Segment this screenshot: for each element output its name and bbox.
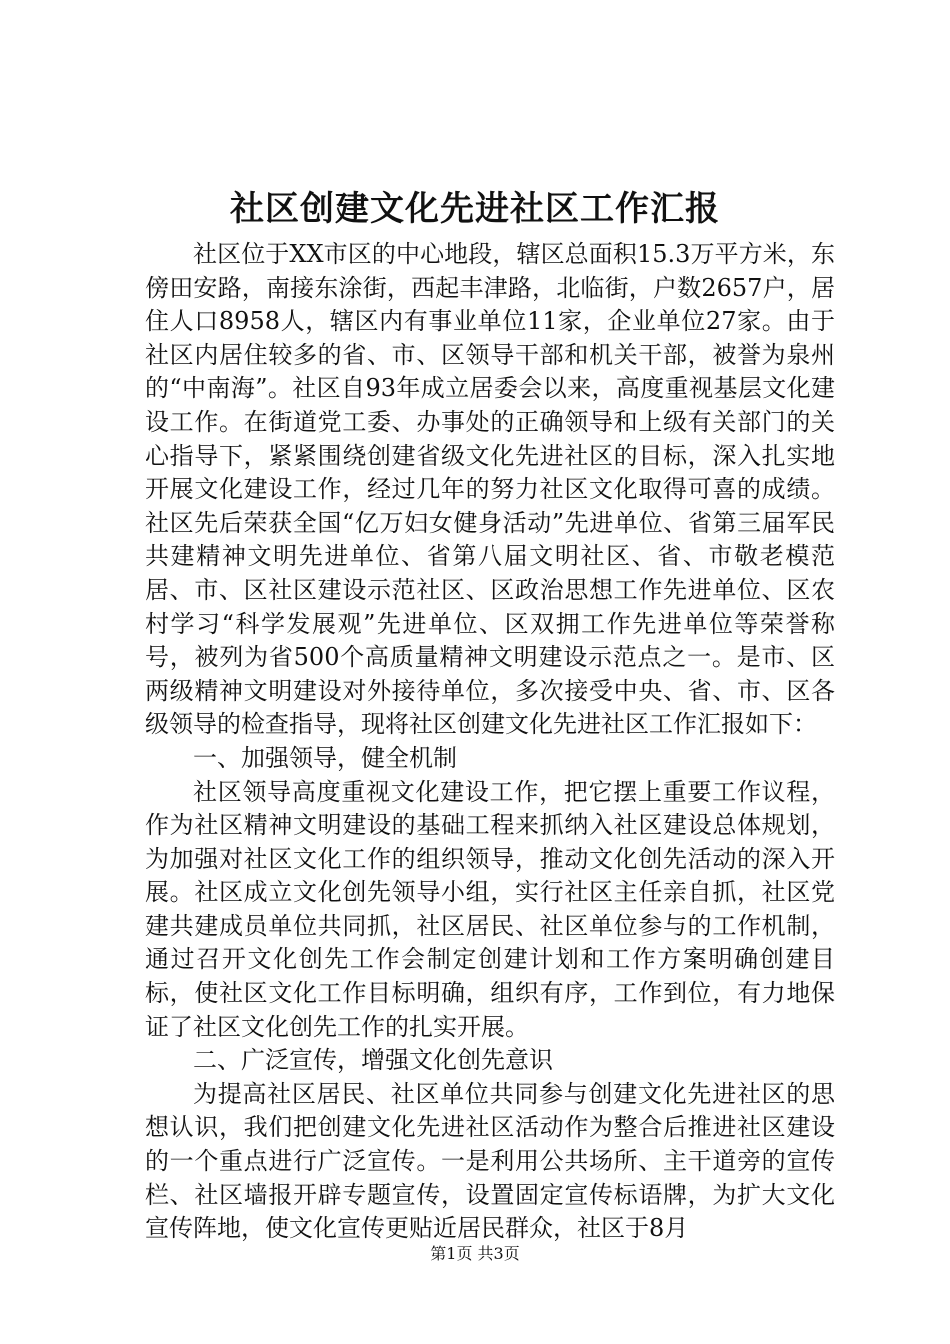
section-1-paragraph: 社区领导高度重视文化建设工作，把它摆上重要工作议程，作为社区精神文明建设的基础工程来抓纳入社区建设总体规划，为加强对社区文化工作的组织领导，推动文化创先活动的深入开展。社区成立文化创先领导小组，实行社区主任亲自抓，社区党建共建成员单位共同抓，社区居民、社区单位参与的工作机制，通过召开文化创先工作会制定创建计划和工作方案明确创建目标，使社区文化工作目标明确，组织有序，工作到位，有力地保证了社区文化创先工作的扎实开展。 xyxy=(145,777,835,1041)
section-heading-1: 一、加强领导，健全机制 xyxy=(193,743,457,772)
page-footer: 第1页 共3页 xyxy=(430,1244,520,1263)
section-heading-2: 二、广泛宣传，增强文化创先意识 xyxy=(193,1046,553,1075)
intro-paragraph: 社区位于XX市区的中心地段，辖区总面积15.3万平方米，东傍田安路，南接东涂街，西起丰津路，北临街，户数2657户，居住人口8958人，辖区内有事业单位11家，企业单位27家。由于社区内居住较多的省、市、区领导干部和机关干部，被誉为泉州的“中南海”。社区自93年成立居委会以来，高度重视基层文化建设工作。在街道党工委、办事处的正确领导和上级有关部门的关心指导下，紧紧围绕创建省级文化先进社区的目标，深入扎实地开展文化建设工作，经过几年的努力社区文化取得可喜的成绩。社区先后荣获全国“亿万妇女健身活动”先进单位、省第三届军民共建精神文明先进单位、省第八届文明社区、省、市敬老模范居、市、区社区建设示范社区、区政治思想工作先进单位、区农村学习“科学发展观”先进单位、区双拥工作先进单位等荣誉称号，被列为省500个高质量精神文明建设示范点之一。是市、区两级精神文明建设对外接待单位，多次接受中央、省、市、区各级领导的检查指导，现将社区创建文化先进社区工作汇报如下： xyxy=(145,240,835,739)
document-title: 社区创建文化先进社区工作汇报 xyxy=(230,189,720,229)
section-2-paragraph: 为提高社区居民、社区单位共同参与创建文化先进社区的思想认识，我们把创建文化先进社区活动作为整合后推进社区建设的一个重点进行广泛宣传。一是利用公共场所、主干道旁的宣传栏、社区墙报开辟专题宣传，设置固定宣传标语牌，为扩大文化宣传阵地，使文化宣传更贴近居民群众，社区于8月 xyxy=(145,1079,835,1243)
document-body xyxy=(145,238,835,1246)
